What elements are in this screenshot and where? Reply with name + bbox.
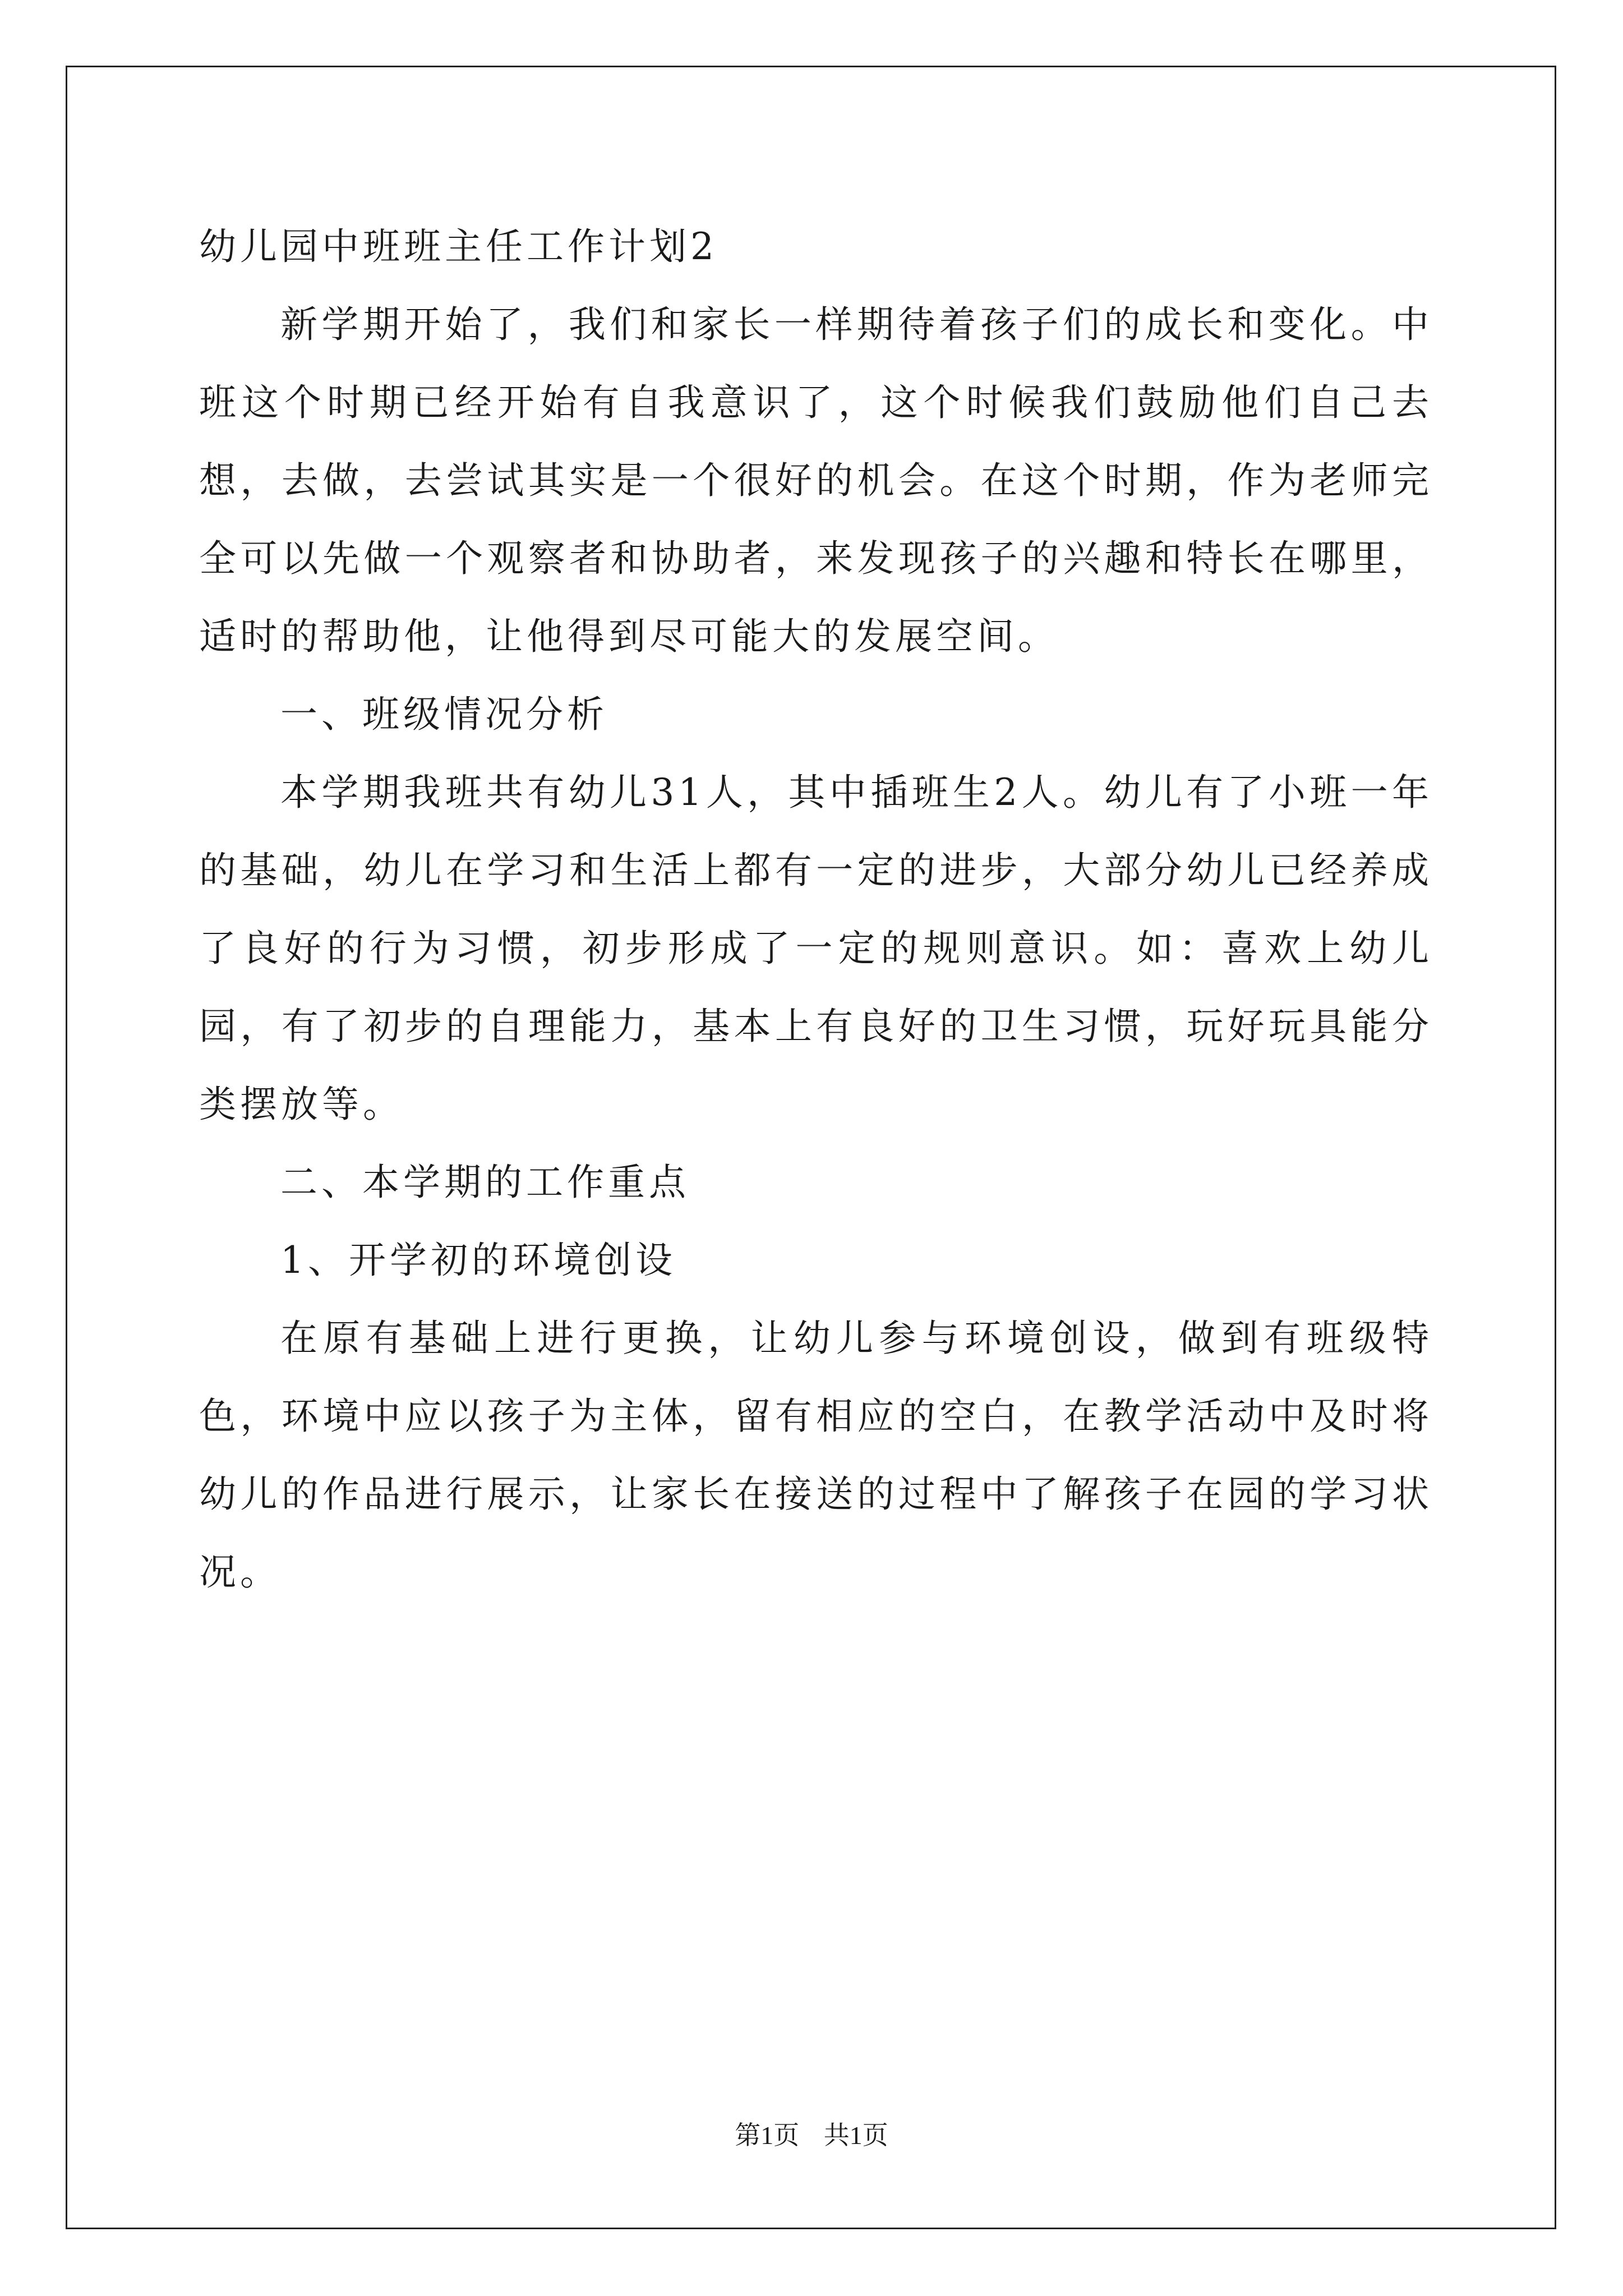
- document-body: [199, 208, 1433, 1611]
- subheading-environment: 1、开学初的环境创设: [280, 1239, 676, 1282]
- page-number-current: 第1页: [735, 2121, 800, 2150]
- paragraph-environment: 在原有基础上进行更换，让幼儿参与环境创设，做到有班级特色，环境中应以孩子为主体，留有相应的空白，在教学活动中及时将幼儿的作品进行展示，让家长在接送的过程中了解孩子在园的学习状况。: [199, 1317, 1433, 1594]
- heading-work-focus: 二、本学期的工作重点: [280, 1161, 690, 1204]
- page-number-total: 共1页: [823, 2121, 888, 2150]
- heading-class-analysis: 一、班级情况分析: [280, 693, 608, 736]
- page-footer: [0, 2115, 1623, 2152]
- paragraph-class-analysis: 本学期我班共有幼儿31人，其中插班生2人。幼儿有了小班一年的基础，幼儿在学习和生活上都有一定的进步，大部分幼儿已经养成了良好的行为习惯，初步形成了一定的规则意识。如：喜欢上幼儿园，有了初步的自理能力，基本上有良好的卫生习惯，玩好玩具能分类摆放等。: [199, 771, 1433, 1126]
- document-title: 幼儿园中班班主任工作计划2: [199, 225, 718, 268]
- paragraph-intro: 新学期开始了，我们和家长一样期待着孩子们的成长和变化。中班这个时期已经开始有自我意识了，这个时候我们鼓励他们自己去想，去做，去尝试其实是一个很好的机会。在这个时期，作为老师完全可以先做一个观察者和协助者，来发现孩子的兴趣和特长在哪里，适时的帮助他，让他得到尽可能大的发展空间。: [199, 303, 1433, 658]
